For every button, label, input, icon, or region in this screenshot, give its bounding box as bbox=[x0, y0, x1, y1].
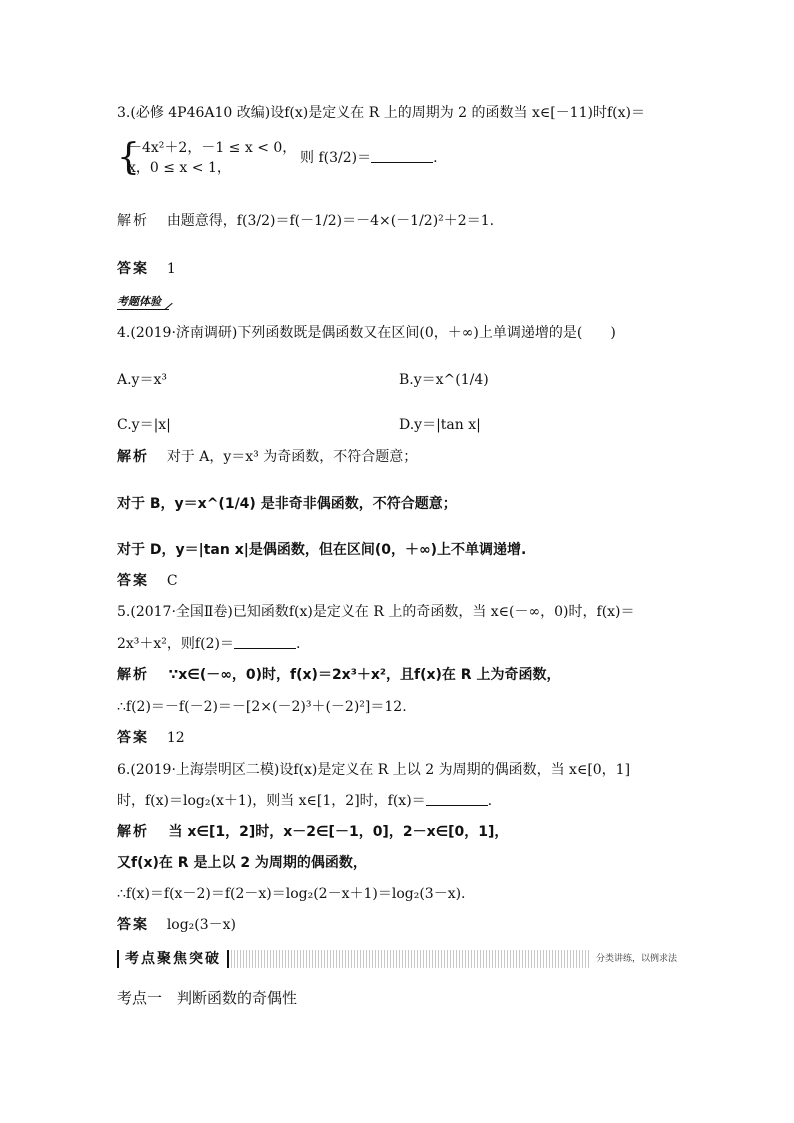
q6-stem-2: 时，f(x)＝log₂(x＋1)，则当 x∈[1，2]时，f(x)＝ . bbox=[117, 793, 493, 809]
q6-analysis-3: ∴f(x)＝f(x－2)＝f(2－x)＝log₂(2－x＋1)＝log₂(3－x). bbox=[117, 886, 466, 902]
q4-answer bbox=[117, 571, 178, 591]
topic-heading: 考点一 判断函数的奇偶性 bbox=[117, 989, 298, 1007]
q6-analysis-label: 解析 bbox=[117, 824, 149, 840]
q6-analysis-1-text: 当 x∈[1，2]时，x－2∈[－1，0]，2－x∈[0，1]， bbox=[168, 824, 509, 840]
q5-answer-value: 12 bbox=[166, 730, 185, 746]
q5-answer-blank bbox=[234, 636, 296, 649]
section-title: 考点聚焦突破 bbox=[117, 950, 229, 968]
q3-answer-label: 答案 bbox=[117, 261, 149, 277]
q3-then-text: 则 f(3/2)＝ bbox=[300, 150, 372, 166]
q6-stem-2-text: 时，f(x)＝log₂(x＋1)，则当 x∈[1，2]时，f(x)＝ bbox=[117, 793, 426, 809]
q4-option-c: C.y＝|x| bbox=[117, 417, 171, 433]
q4-analysis-2: 对于 B，y＝x^(1/4) 是非奇非偶函数，不符合题意； bbox=[117, 496, 457, 512]
q6-answer-label: 答案 bbox=[117, 917, 149, 933]
q6-answer bbox=[117, 915, 236, 935]
q5-stem-2-text: 2x³＋x²，则f(2)＝ bbox=[117, 636, 234, 652]
q3-case1: －4x²＋2，－1 ≤ x < 0， bbox=[128, 140, 297, 156]
section-tag: 考题体验 bbox=[117, 293, 169, 310]
q3-answer bbox=[117, 259, 176, 279]
q6-analysis-1 bbox=[117, 822, 508, 842]
q5-stem-1: 5.(2017·全国Ⅱ卷)已知函数f(x)是定义在 R 上的奇函数，当 x∈(－∞，0)时，f(x)＝ bbox=[117, 604, 635, 620]
q4-answer-label: 答案 bbox=[117, 573, 149, 589]
q3-brace: { bbox=[117, 137, 140, 178]
q4-option-a: A.y＝x³ bbox=[117, 372, 167, 388]
q4-analysis-3: 对于 D，y＝|tan x|是偶函数，但在区间(0，＋∞)上不单调递增. bbox=[117, 542, 527, 558]
section-bar bbox=[117, 950, 677, 968]
q5-answer bbox=[117, 728, 185, 748]
q3-answer-value: 1 bbox=[166, 261, 176, 277]
q5-stem-2: 2x³＋x²，则f(2)＝ . bbox=[117, 636, 301, 652]
q5-analysis-2: ∴f(2)＝－f(－2)＝－[2×(－2)³＋(－2)²]＝12. bbox=[117, 699, 407, 715]
q5-answer-label: 答案 bbox=[117, 730, 149, 746]
q4-stem: 4.(2019·济南调研)下列函数既是偶函数又在区间(0，＋∞)上单调递增的是( ) bbox=[117, 325, 616, 341]
q6-analysis-2: 又f(x)在 R 是上以 2 为周期的偶函数， bbox=[117, 855, 367, 871]
q4-answer-value: C bbox=[166, 573, 178, 589]
q6-answer-value: log₂(3－x) bbox=[166, 917, 237, 933]
q3-analysis-label: 解析 bbox=[117, 213, 149, 229]
q4-option-b: B.y＝x^(1/4) bbox=[399, 372, 489, 388]
q5-analysis-label: 解析 bbox=[117, 667, 149, 683]
q5-analysis-1 bbox=[117, 665, 560, 685]
q3-case2: x，0 ≤ x < 1， bbox=[128, 160, 231, 176]
q4-analysis-label: 解析 bbox=[117, 449, 149, 465]
q5-analysis-1-text: ∵x∈(－∞，0)时，f(x)＝2x³＋x²，且f(x)在 R 上为奇函数， bbox=[168, 667, 561, 683]
q6-answer-blank bbox=[426, 793, 488, 806]
section-subtitle: 分类讲练，以例求法 bbox=[590, 950, 677, 968]
q3-stem: 3.(必修 4P46A10 改编)设f(x)是定义在 R 上的周期为 2 的函数当 x∈[－11)时f(x)＝ bbox=[117, 105, 645, 121]
q3-analysis-text: 由题意得，f(3/2)＝f(－1/2)＝－4×(－1/2)²＋2＝1. bbox=[166, 213, 495, 229]
q4-analysis-1 bbox=[117, 447, 417, 467]
q6-stem-1: 6.(2019·上海崇明区二模)设f(x)是定义在 R 上以 2 为周期的偶函数，当 x∈[0，1] bbox=[117, 762, 631, 778]
q4-analysis-1-text: 对于 A，y＝x³ 为奇函数，不符合题意； bbox=[166, 449, 418, 465]
q3-then: 则 f(3/2)＝ . bbox=[300, 150, 438, 166]
q3-answer-blank bbox=[371, 150, 433, 163]
q3-analysis bbox=[117, 211, 494, 231]
q4-option-d: D.y＝|tan x| bbox=[399, 417, 481, 433]
